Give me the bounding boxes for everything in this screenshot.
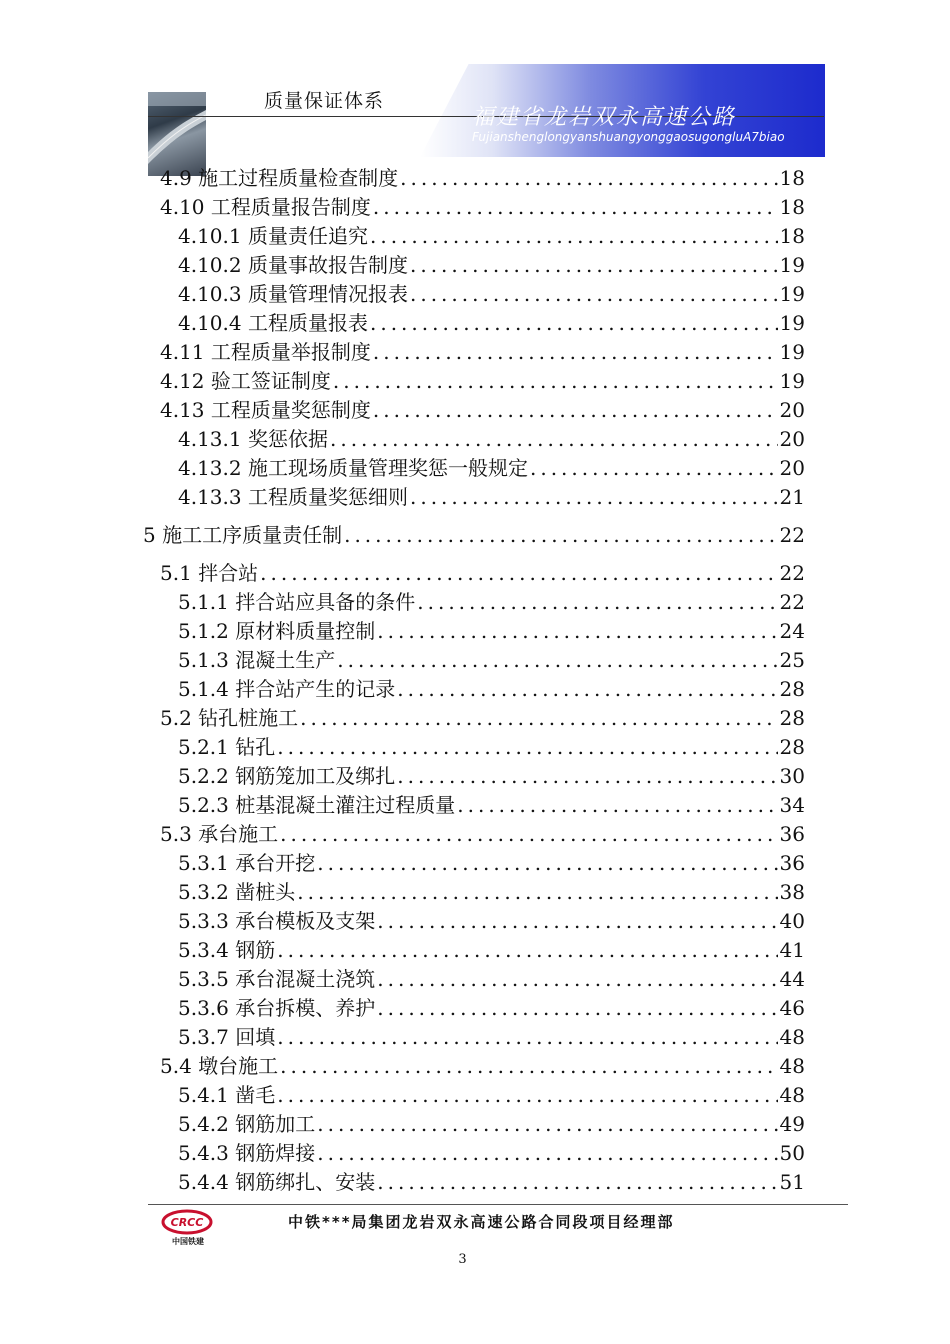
toc-entry-page: 46: [779, 996, 805, 1020]
toc-entry-page: 34: [779, 793, 805, 817]
toc-entry-label: 5.2.2 钢筋笼加工及绑扎: [178, 764, 396, 788]
toc-entry-label: 5.3.7 回填: [178, 1025, 276, 1049]
toc-entry[interactable]: [178, 617, 805, 646]
toc-entry[interactable]: [178, 994, 805, 1023]
toc-entry[interactable]: [160, 820, 805, 849]
toc-entry[interactable]: [178, 878, 805, 907]
toc-entry-label: 5.4.2 钢筋加工: [178, 1112, 316, 1136]
toc-entry-label: 5.4.1 凿毛: [178, 1083, 276, 1107]
toc-leader-dots: [375, 1168, 777, 1197]
toc-entry-label: 5.1.1 拌合站应具备的条件: [178, 590, 416, 614]
toc-leader-dots: [342, 521, 777, 550]
toc-entry-page: 51: [779, 1170, 805, 1194]
toc-leader-dots: [275, 1081, 777, 1110]
toc-entry[interactable]: [178, 425, 805, 454]
toc-entry[interactable]: [178, 1023, 805, 1052]
toc-entry[interactable]: [160, 559, 805, 588]
banner-project-pinyin: FujianshenglongyanshuangyonggaosugongluA7biao: [472, 130, 785, 144]
footer-organization: 中铁***局集团龙岩双永高速公路合同段项目经理部: [288, 1213, 675, 1231]
toc-entry[interactable]: [178, 483, 805, 512]
toc-leader-dots: [275, 1023, 777, 1052]
logo-caption: 中国铁建: [172, 1237, 204, 1246]
toc-entry[interactable]: [178, 675, 805, 704]
toc-entry-label: 5.1.3 混凝土生产: [178, 648, 336, 672]
toc-entry-page: 44: [779, 967, 805, 991]
toc-entry-page: 25: [779, 648, 805, 672]
toc-entry-label: 5 施工工序质量责任制: [143, 523, 343, 547]
document-title: 质量保证体系: [264, 90, 385, 112]
toc-entry-page: 28: [779, 706, 805, 730]
toc-entry-label: 5.3.1 承台开挖: [178, 851, 316, 875]
toc-entry-page: 19: [779, 282, 805, 306]
toc-leader-dots: [415, 588, 777, 617]
toc-leader-dots: [395, 762, 777, 791]
toc-entry-page: 48: [779, 1054, 805, 1078]
toc-leader-dots: [375, 617, 777, 646]
toc-leader-dots: [375, 994, 777, 1023]
toc-entry[interactable]: [178, 251, 805, 280]
toc-entry-label: 5.2.3 桩基混凝土灌注过程质量: [178, 793, 456, 817]
toc-entry-page: 20: [779, 456, 805, 480]
toc-entry-label: 5.4 墩台施工: [160, 1054, 279, 1078]
toc-entry-page: 20: [779, 427, 805, 451]
toc-entry-page: 18: [779, 195, 805, 219]
toc-entry[interactable]: [178, 1139, 805, 1168]
toc-entry[interactable]: [178, 965, 805, 994]
crcc-logo-text: CRCC: [170, 1216, 204, 1229]
toc-entry-page: 21: [779, 485, 805, 509]
toc-leader-dots: [398, 164, 777, 193]
toc-entry-label: 5.3 承台施工: [160, 822, 279, 846]
toc-entry-page: 50: [779, 1141, 805, 1165]
toc-entry-label: 5.2 钻孔桩施工: [160, 706, 299, 730]
toc-entry[interactable]: [160, 1052, 805, 1081]
toc-entry[interactable]: [178, 733, 805, 762]
toc-entry-page: 28: [779, 735, 805, 759]
toc-entry-label: 5.1.2 原材料质量控制: [178, 619, 376, 643]
toc-entry-page: 18: [779, 224, 805, 248]
toc-entry-label: 5.3.2 凿桩头: [178, 880, 296, 904]
toc-entry-page: 41: [779, 938, 805, 962]
toc-leader-dots: [408, 280, 778, 309]
toc-leader-dots: [258, 559, 777, 588]
toc-entry[interactable]: [178, 907, 805, 936]
toc-entry-label: 4.11 工程质量举报制度: [160, 340, 371, 364]
toc-entry[interactable]: [178, 309, 805, 338]
toc-entry-label: 4.10.1 质量责任追究: [178, 224, 368, 248]
toc-entry[interactable]: [143, 521, 805, 550]
toc-leader-dots: [315, 1110, 777, 1139]
toc-entry-page: 38: [779, 880, 805, 904]
toc-leader-dots: [278, 1052, 777, 1081]
toc-entry[interactable]: [178, 646, 805, 675]
toc-entry-page: 48: [779, 1025, 805, 1049]
toc-entry-page: 36: [779, 822, 805, 846]
toc-entry-page: 19: [779, 253, 805, 277]
toc-entry-page: 22: [779, 523, 805, 547]
toc-leader-dots: [368, 222, 778, 251]
toc-leader-dots: [371, 396, 778, 425]
toc-entry[interactable]: [178, 454, 805, 483]
toc-leader-dots: [328, 425, 778, 454]
toc-leader-dots: [335, 646, 777, 675]
toc-entry-label: 4.9 施工过程质量检查制度: [160, 166, 399, 190]
toc-leader-dots: [368, 309, 778, 338]
toc-leader-dots: [395, 675, 777, 704]
toc-leader-dots: [278, 820, 777, 849]
toc-entry[interactable]: [160, 704, 805, 733]
toc-entry[interactable]: [178, 1081, 805, 1110]
toc-leader-dots: [375, 965, 777, 994]
toc-entry[interactable]: [178, 936, 805, 965]
toc-entry-label: 5.4.3 钢筋焊接: [178, 1141, 316, 1165]
toc-leader-dots: [408, 483, 778, 512]
toc-entry[interactable]: [160, 367, 805, 396]
toc-entry-label: 4.13.3 工程质量奖惩细则: [178, 485, 408, 509]
toc-entry-page: 22: [779, 561, 805, 585]
toc-entry-page: 40: [779, 909, 805, 933]
toc-entry[interactable]: [178, 1168, 805, 1197]
toc-entry[interactable]: [178, 280, 805, 309]
toc-entry-page: 20: [779, 398, 805, 422]
toc-entry-label: 5.1.4 拌合站产生的记录: [178, 677, 396, 701]
banner-project-name: 福建省龙岩双永高速公路: [472, 105, 737, 130]
toc-entry-page: 18: [779, 166, 805, 190]
footer-rule: [148, 1204, 848, 1205]
toc-entry-label: 4.10.3 质量管理情况报表: [178, 282, 408, 306]
toc-entry-label: 4.10 工程质量报告制度: [160, 195, 371, 219]
toc-entry-page: 19: [779, 311, 805, 335]
toc-entry-label: 4.13.2 施工现场质量管理奖惩一般规定: [178, 456, 528, 480]
toc-entry-label: 4.10.2 质量事故报告制度: [178, 253, 408, 277]
toc-entry-label: 5.4.4 钢筋绑扎、安装: [178, 1170, 376, 1194]
toc-entry-page: 30: [779, 764, 805, 788]
toc-entry-page: 49: [779, 1112, 805, 1136]
toc-entry[interactable]: [178, 1110, 805, 1139]
toc-entry-label: 5.2.1 钻孔: [178, 735, 276, 759]
toc-entry-page: 22: [779, 590, 805, 614]
toc-entry-label: 5.1 拌合站: [160, 561, 259, 585]
toc-entry[interactable]: [178, 762, 805, 791]
toc-entry-page: 28: [779, 677, 805, 701]
page-number: 3: [458, 1252, 467, 1267]
toc-entry-label: 4.10.4 工程质量报表: [178, 311, 368, 335]
toc-entry-label: 5.3.6 承台拆模、养护: [178, 996, 376, 1020]
toc-entry[interactable]: [160, 164, 805, 193]
toc-entry-label: 5.3.3 承台模板及支架: [178, 909, 376, 933]
toc-entry-page: 24: [779, 619, 805, 643]
toc-entry[interactable]: [178, 791, 805, 820]
toc-leader-dots: [298, 704, 777, 733]
toc-entry-label: 4.13 工程质量奖惩制度: [160, 398, 371, 422]
toc-entry-page: 48: [779, 1083, 805, 1107]
toc-leader-dots: [455, 791, 777, 820]
toc-entry[interactable]: [178, 222, 805, 251]
toc-entry[interactable]: [160, 396, 805, 425]
toc-leader-dots: [315, 849, 777, 878]
toc-entry-label: 4.12 验工签证制度: [160, 369, 331, 393]
toc-leader-dots: [371, 338, 778, 367]
toc-leader-dots: [315, 1139, 777, 1168]
toc-entry-label: 5.3.5 承台混凝土浇筑: [178, 967, 376, 991]
toc-entry-label: 5.3.4 钢筋: [178, 938, 276, 962]
toc-entry-page: 19: [779, 340, 805, 364]
toc-entry[interactable]: [160, 193, 805, 222]
toc-entry-page: 19: [779, 369, 805, 393]
toc-leader-dots: [375, 907, 777, 936]
toc-leader-dots: [331, 367, 778, 396]
toc-leader-dots: [528, 454, 778, 483]
toc-leader-dots: [275, 936, 777, 965]
toc-entry-label: 4.13.1 奖惩依据: [178, 427, 328, 451]
toc-leader-dots: [371, 193, 778, 222]
toc-entry[interactable]: [178, 588, 805, 617]
toc-entry-page: 36: [779, 851, 805, 875]
toc-leader-dots: [295, 878, 777, 907]
toc-entry[interactable]: [178, 849, 805, 878]
toc-leader-dots: [275, 733, 777, 762]
toc-entry[interactable]: [160, 338, 805, 367]
toc-leader-dots: [408, 251, 778, 280]
